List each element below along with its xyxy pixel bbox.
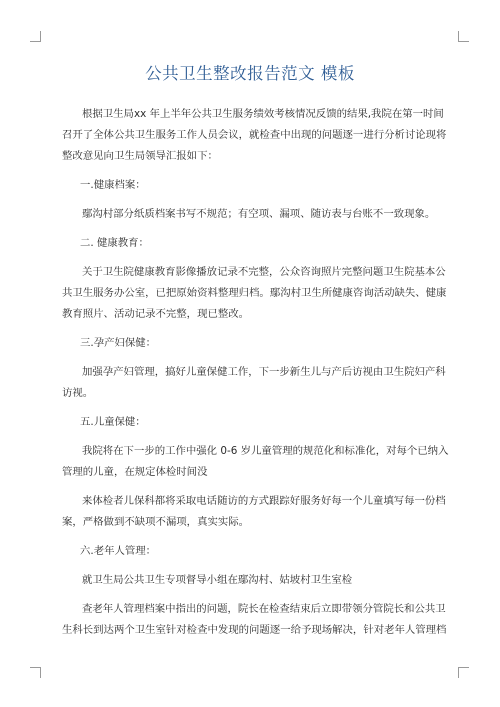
section-heading <box>62 333 440 354</box>
text-line: 共卫生服务办公室，已把原始资料整理归档。鄢沟村卫生所健康咨询活动缺失、健康 <box>62 287 447 299</box>
text-line: 生科长到达两个卫生室针对检查中发现的问题逐一给予现场解决，针对老年人管理档 <box>62 624 447 636</box>
section-heading <box>62 175 440 196</box>
text-line: 五.儿童保健： <box>80 416 146 428</box>
section-heading <box>62 233 440 254</box>
text-line: 加强孕产妇管理，搞好儿童保健工作，下一步新生儿与产后访视由卫生院妇产科 <box>82 366 446 378</box>
text-line: 教育照片、活动记录不完整，现已整改。 <box>62 308 250 320</box>
paragraph <box>62 491 446 533</box>
text-line: 三.孕产妇保健： <box>80 337 157 349</box>
crop-mark-top-left <box>30 31 41 42</box>
paragraph <box>62 570 440 591</box>
text-line: 管理的儿童，在规定体检时间没 <box>62 466 208 478</box>
text-line: 案，严格做到不缺项不漏项，真实实际。 <box>62 516 250 528</box>
text-line: 根据卫生局xx 年上半年公共卫生服务绩效考核情况反馈的结果,我院在第一时间 <box>82 108 444 120</box>
text-line: 整改意见向卫生局领导汇报如下： <box>62 150 218 162</box>
text-line: 关于卫生院健康教育影像播放记录不完整，公众咨询照片完整问题卫生院基本公 <box>82 266 446 278</box>
text-line: 六.老年人管理： <box>80 545 157 557</box>
paragraph-intro <box>62 104 447 167</box>
text-line: 二. 健康教育： <box>80 237 149 249</box>
text-line: 查老年人管理档案中指出的问题，院长在检查结束后立即带领分管院长和公共卫 <box>82 603 446 615</box>
paragraph <box>62 204 440 225</box>
section-heading <box>62 541 440 562</box>
paragraph <box>62 362 446 404</box>
text-line: 召开了全体公共卫生服务工作人员会议，就检查中出现的问题逐一进行分析讨论现将 <box>62 129 447 141</box>
text-line: 一.健康档案： <box>80 179 146 191</box>
text-line: 就卫生局公共卫生专项督导小组在鄢沟村、姑坡村卫生室检 <box>82 574 353 586</box>
crop-mark-top-right <box>458 31 469 42</box>
paragraph <box>62 262 447 325</box>
text-line: 来体检者儿保科都将采取电话随访的方式跟踪好服务好每一个儿童填写每一份档 <box>82 495 446 507</box>
paragraph <box>62 599 447 641</box>
crop-mark-bottom-left <box>30 667 41 678</box>
crop-mark-bottom-right <box>458 667 469 678</box>
document-title: 公共卫生整改报告范文 模板 <box>145 64 355 83</box>
text-line: 访视。 <box>62 387 94 399</box>
text-line: 我院将在下一步的工作中强化 0-6 岁儿童管理的规范化和标准化，对每个已纳入 <box>82 445 449 457</box>
text-line: 鄢沟村部分纸质档案书写不规范；有空项、漏项、随访表与台账不一致现象。 <box>82 208 436 220</box>
paragraph <box>62 441 449 483</box>
section-heading <box>62 412 440 433</box>
document-body <box>62 104 449 649</box>
